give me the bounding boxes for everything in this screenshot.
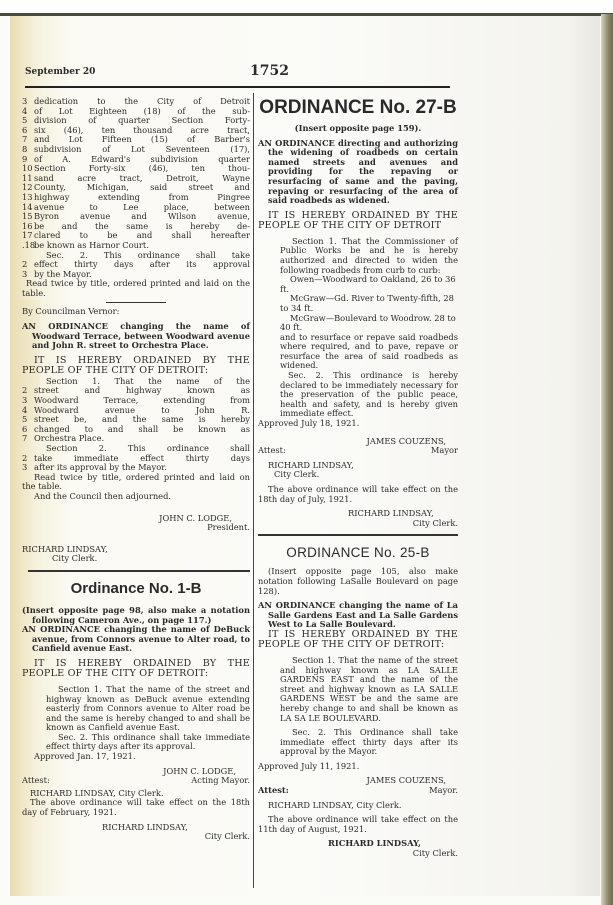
line-number: 16: [22, 220, 33, 231]
continued-ordinance-sec2: [22, 251, 250, 280]
heading-lead: AN ORDINANCE: [258, 137, 335, 148]
ordinance-25b-signer-title: Mayor.: [429, 785, 458, 796]
scan-top-margin: [0, 0, 613, 14]
ordinance-27b-effect: The above ordinance will take effect on the 18th day of July, 1921.: [258, 484, 458, 504]
line-text: sand acre tract, Detroit, Wayne: [34, 172, 250, 183]
line-text: Woodward Terrace, extending from: [34, 395, 250, 406]
ordinance-1b-ordained: IT IS HEREBY ORDAINED BY THE PEOPLE OF THE CITY OF DETROIT:: [22, 657, 250, 680]
line-text: of A. Edward's subdivision quarter: [34, 153, 250, 164]
ordinance-27b-section-1-cont: and to resurface or repave said roadbeds where required, and to pave, repave or resurface the area of said roadbeds as widened.: [280, 331, 458, 371]
ordinance-1b-approved: Approved Jan. 17, 1921.: [34, 751, 136, 762]
ordinance-1b-effect: The above ordinance will take effect on the 18th day of February, 1921.: [22, 797, 250, 818]
ordinance-1b-attest-row: [22, 776, 250, 786]
ordinance-25b-effect: The above ordinance will take effect on the 11th day of August, 1921.: [258, 814, 458, 834]
line-number: 8: [22, 143, 28, 154]
ordinance-25b-heading: [258, 601, 458, 630]
roadbed-item: McGraw—Boulevard to Woodrow. 28 to 40 ft.: [280, 312, 456, 333]
ordinance-1b-title: Ordinance No. 1-B: [70, 579, 202, 597]
section-rule: [258, 534, 458, 536]
page-number: 1752: [250, 63, 289, 79]
ordinance-25b-approved: Approved July 11, 1921.: [258, 760, 360, 771]
ordinance-25b-section-1: Section 1. That the name of the street and highway known as LA SALLE GARDENS EAST and the name of the street and highway known as LA SALLE GARDENS WEST be and the same are hereby change to and shall be known as LA SA LE BOULEVARD.: [280, 654, 458, 723]
ordinance-27b-clerk-title-2: City Clerk.: [412, 517, 458, 528]
line-text: street and highway known as: [34, 385, 250, 396]
ordinance-27b-roadbed-list: [258, 275, 458, 333]
line-text: changed to and shall be known as: [34, 423, 250, 434]
ordinance-25b-signer-name: JAMES COUZENS,: [366, 775, 446, 786]
line-number: 14: [22, 201, 33, 212]
line-number: 6: [22, 124, 28, 135]
by-councilman: By Councilman Vernor:: [22, 306, 120, 317]
line-number: 2: [22, 259, 28, 270]
line-number: 7: [22, 433, 28, 444]
heading-lead: AN ORDINANCE: [22, 321, 108, 332]
ordinance-27b-approved: Approved July 18, 1921.: [258, 418, 360, 429]
line-text: dedication to the City of Detroit: [34, 96, 250, 106]
heading-rest: changing the name of La Salle Gardens East and La Salle Gardens West to La Salle Boulevard.: [268, 600, 458, 630]
column-divider: [253, 93, 254, 888]
ordinance-25b-ordained: IT IS HEREBY ORDAINED BY THE PEOPLE OF THE CITY OF DETROIT:: [258, 628, 458, 651]
line-text: be and the same is hereby de-: [34, 220, 250, 231]
ordinance-27b-insert-note: (Insert opposite page 159).: [294, 123, 422, 133]
ordinance-25b-clerk-name: RICHARD LINDSAY,: [328, 838, 421, 849]
line-text: highway extending from Pingree: [34, 191, 250, 202]
ordinance-1b-insert-note: (Insert opposite page 98, also make a notation following Cameron Ave., on page 117.): [22, 604, 250, 625]
section-rule: [28, 570, 250, 572]
attest-label: Attest:: [258, 445, 286, 456]
line-text: Woodward avenue to John R.: [34, 404, 250, 415]
line-number: 5: [22, 115, 28, 126]
ordinance-27b-clerk-name-2: RICHARD LINDSAY,: [348, 508, 434, 519]
line-number: 15: [22, 211, 33, 222]
line-number: 5: [22, 414, 28, 425]
ordinance-1b-section-2: Sec. 2. This ordinance shall take immediate effect thirty days after its approval.: [46, 731, 250, 752]
line-text: be known as Harnor Court.: [34, 239, 149, 250]
ordinance-heading: [22, 322, 250, 351]
line-number: 4: [22, 404, 28, 415]
left-column: [22, 97, 250, 842]
ordinance-27b-signer-title: Mayor: [430, 445, 458, 456]
line-text: and Lot Fifteen (15) of Barber's: [34, 134, 250, 145]
line-number: 12: [22, 182, 33, 193]
heading-lead: AN ORDINANCE: [258, 600, 336, 611]
ordinance-25b-title: ORDINANCE No. 25-B: [286, 545, 430, 561]
president-title: President.: [207, 522, 250, 533]
line-text: six (46), ten thousand acre tract,: [34, 124, 250, 135]
line-text: effect thirty days after its approval: [34, 259, 250, 270]
line-number: 13: [22, 191, 33, 202]
binder-edge-right: [601, 14, 613, 905]
ordinance-section-2: [22, 444, 250, 473]
ordinance-27b-ordained: IT IS HEREBY ORDAINED BY THE PEOPLE OF THE CITY OF DETROIT: [258, 209, 458, 232]
ordained-clause: IT IS HEREBY ORDAINED BY THE PEOPLE OF THE CITY OF DETROIT:: [22, 354, 250, 377]
ordinance-27b-section-1: Section 1. That the Commissioner of Public Works be and he is hereby authorized and directed to widen the following roadbeds from curb to curb:: [280, 235, 458, 275]
ordinance-25b-section-2: Sec. 2. This Ordinance shall take immediate effect thirty days after its approval by the Mayor.: [280, 727, 458, 757]
line-text: Byron avenue and Wilson avenue,: [34, 211, 250, 222]
ordinance-25b-insert-note: (Insert opposite page 105, also make notation following LaSalle Boulevard on page 128).: [258, 566, 458, 596]
line-text: clared to be and shall hereafter: [34, 230, 250, 241]
line-text: County, Michigan, said street and: [34, 182, 250, 193]
line-number: 3: [22, 395, 28, 406]
ordinance-27b-signer-name: JAMES COUZENS,: [366, 435, 446, 446]
line-text: Section Forty-six (46), ten thou-: [34, 163, 250, 174]
read-twice-note-2: Read twice by title, ordered printed and laid on the table.: [22, 471, 250, 492]
line-number: 11: [22, 172, 33, 183]
ordinance-25b-attest-row: [258, 786, 458, 796]
ordinance-25b-clerk-line: RICHARD LINDSAY, City Clerk.: [268, 799, 402, 810]
adjourned-note: And the Council then adjourned.: [34, 490, 172, 501]
ordinance-1b-clerk-name: RICHARD LINDSAY,: [102, 821, 188, 832]
line-number: 10: [22, 163, 33, 174]
heading-rest: changing the name of Woodward Terrace, between Woodward avenue and John R. street to Orchestra Place.: [32, 321, 250, 351]
page-header: [25, 63, 457, 85]
line-text: Section 2. This ordinance shall: [46, 443, 250, 453]
ordinance-1b-clerk-line: RICHARD LINDSAY, City Clerk.: [30, 787, 164, 798]
line-number: 3: [22, 462, 28, 473]
ordinance-1b-clerk-title: City Clerk.: [204, 831, 250, 842]
ordinance-25b-clerk-title: City Clerk.: [412, 848, 458, 859]
header-date: September 20: [25, 67, 96, 77]
clerk-title: City Clerk.: [52, 553, 98, 564]
roadbed-item: McGraw—Gd. River to Twenty-fifth, 28 to 34 ft.: [280, 293, 454, 313]
heading-rest: changing the name of DeBuck avenue, from Connors avenue to Alter road, to Canfield avenue East.: [32, 624, 250, 654]
president-name: JOHN C. LODGE,: [159, 512, 232, 523]
line-number: 7: [22, 134, 28, 145]
read-twice-note: Read twice by title, ordered printed and laid on the table.: [22, 278, 250, 298]
heading-lead: AN ORDINANCE: [22, 624, 100, 635]
ordinance-1b-signer-title: Acting Mayor.: [191, 775, 250, 786]
line-text: avenue to Lee place, between: [34, 201, 250, 212]
line-number: .18: [22, 239, 36, 250]
line-text: Orchestra Place.: [34, 433, 105, 444]
line-number: 17: [22, 230, 33, 241]
heading-rest: directing and authorizing the widening of roadbeds on certain named streets and avenues and providing for the repaving or resurfacing of same and the paving, repaving or resurfacing of the area of said roadbeds as widened.: [268, 137, 458, 206]
line-text: street be, and the same is hereby: [34, 414, 250, 425]
right-column: [258, 97, 458, 859]
line-text: subdivision of Lot Seventeen (17),: [34, 143, 250, 154]
line-text: after its approval by the Mayor.: [34, 462, 167, 473]
ordinance-1b-heading: [22, 625, 250, 654]
line-text: of Lot Eighteen (18) of the sub-: [34, 105, 250, 116]
ordinance-27b-clerk-name: RICHARD LINDSAY,: [268, 459, 354, 470]
ordinance-27b-attest-row: [258, 446, 458, 456]
clerk-name: RICHARD LINDSAY,: [22, 543, 108, 554]
continued-ordinance-lines: [22, 97, 250, 251]
ordinance-27b-title: ORDINANCE No. 27-B: [259, 97, 457, 118]
attest-label: Attest:: [22, 775, 50, 786]
line-text: Section 1. That the name of the: [46, 375, 250, 386]
short-rule: [106, 302, 166, 303]
ordinance-1b-section-1: Section 1. That the name of the street and highway known as DeBuck avenue extending easterly from Connors avenue to Alter road be and the same is hereby changed to and shall be known as Canfield avenue East.: [46, 683, 250, 733]
line-text: take immediate effect thirty days: [34, 452, 250, 463]
ordinance-27b-heading: [258, 139, 458, 206]
ordinance-27b-section-2: Sec. 2. This ordinance is hereby declared to be immediately necessary for the preservation of the public peace, health and safety, and is hereby given immediate effect.: [280, 370, 458, 419]
line-number: 9: [22, 153, 28, 164]
line-number: 4: [22, 105, 28, 116]
line-number: 3: [22, 268, 28, 279]
roadbed-item: Owen—Woodward to Oakland, 26 to 36 ft.: [280, 274, 456, 294]
ordinance-27b-clerk-title: City Clerk.: [274, 469, 320, 480]
line-text: Sec. 2. This ordinance shall take: [46, 249, 250, 260]
line-number: 3: [22, 96, 28, 106]
line-text: by the Mayor.: [34, 268, 92, 279]
ordinance-section-1: [22, 377, 250, 444]
attest-label: Attest:: [258, 785, 289, 796]
ordinance-1b-signer-name: JOHN C. LODGE,: [163, 765, 236, 776]
line-text: division of quarter Section Forty-: [34, 115, 250, 126]
line-number: 2: [22, 452, 28, 463]
header-rule: [25, 86, 450, 88]
line-number: 6: [22, 423, 28, 434]
line-number: 2: [22, 385, 28, 396]
